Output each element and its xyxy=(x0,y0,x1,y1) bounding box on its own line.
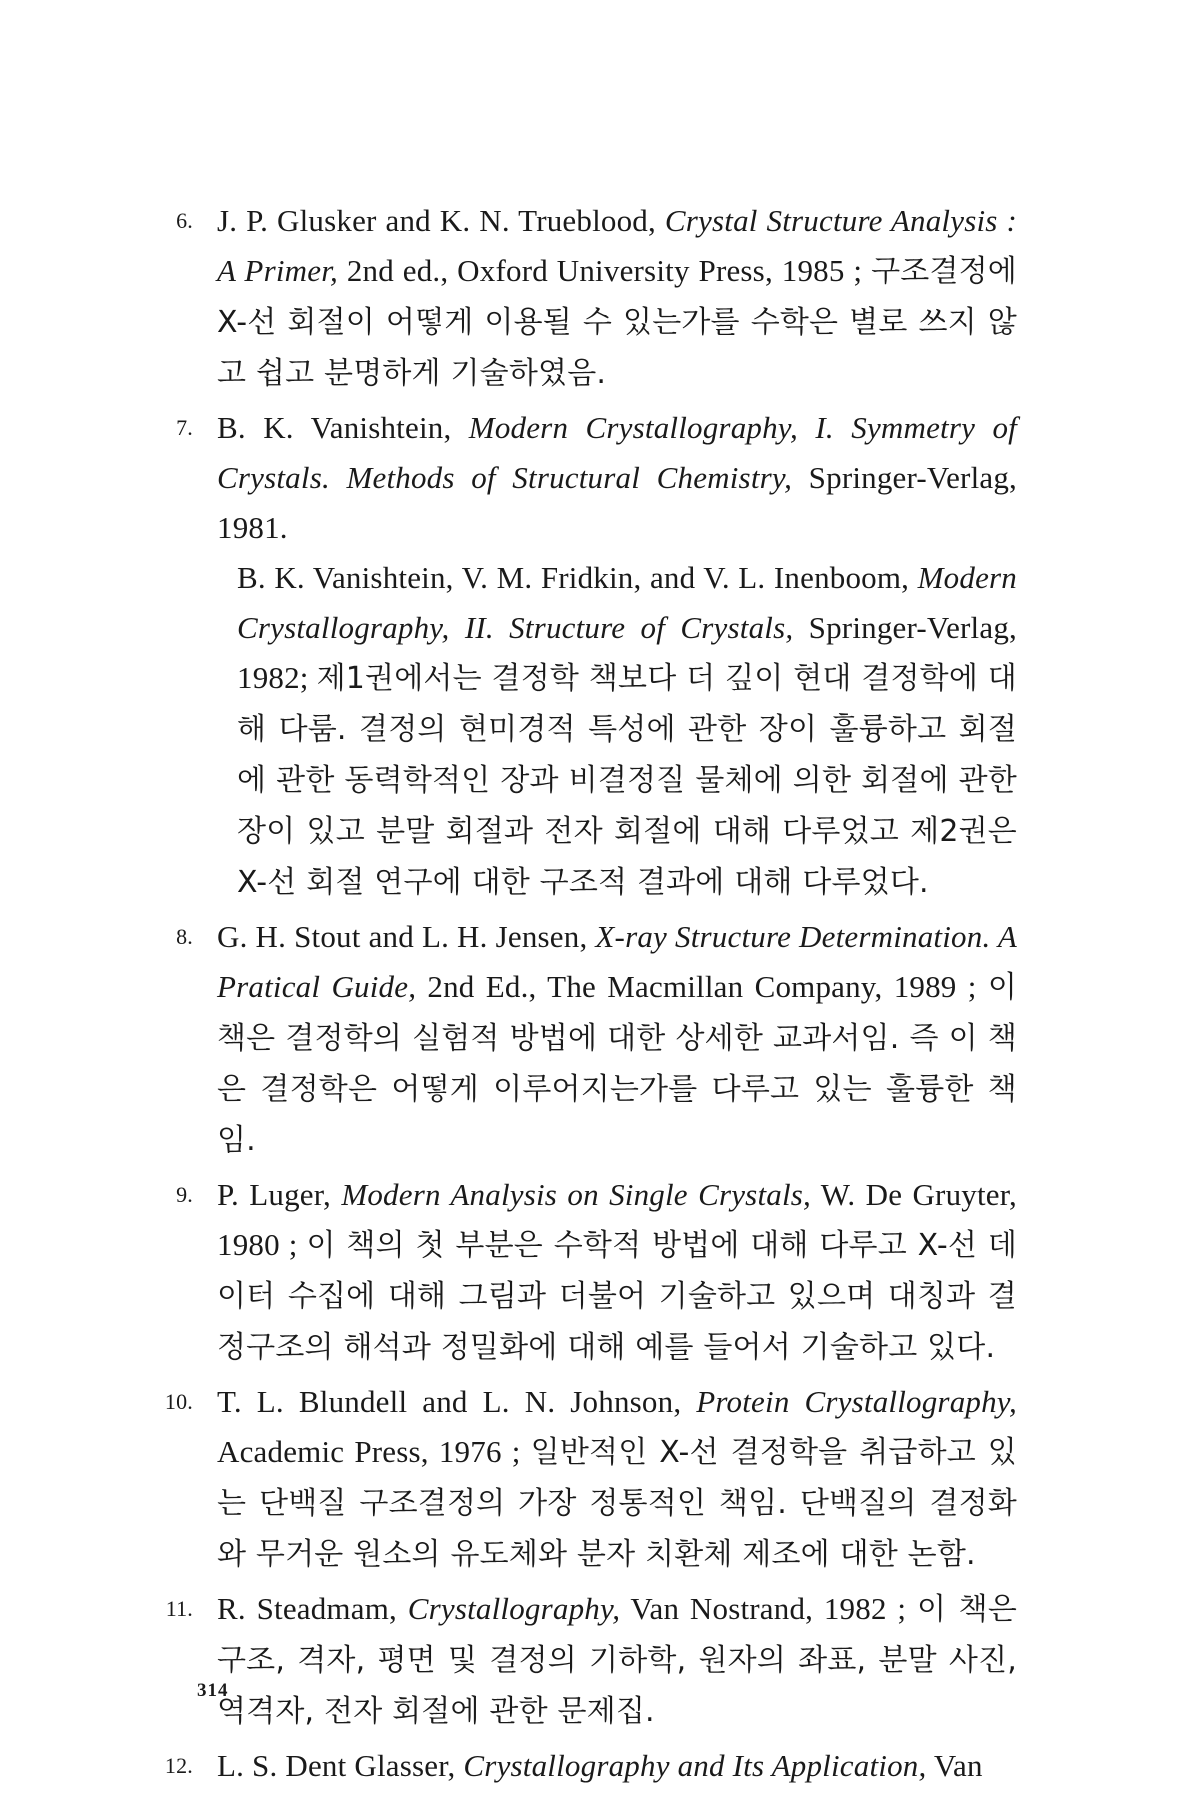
reference-number: 8. xyxy=(176,924,193,949)
reference-publisher: Van xyxy=(926,1748,983,1783)
reference-authors: L. S. Dent Glasser, xyxy=(217,1748,464,1783)
reference-number: 12. xyxy=(164,1753,193,1778)
reference-note: 이 책의 첫 부분은 수학적 방법에 대해 다루고 X-선 데이터 수집에 대해 그림과 더불어 기술하고 있으며 대칭과 결정구조의 해석과 정밀화에 대해 예를 들어서 기술하고 있다. xyxy=(217,1228,1017,1365)
reference-publisher: 2nd ed., Oxford University Press, 1985 ; xyxy=(337,253,872,288)
reference-number: 11. xyxy=(165,1596,193,1621)
reference-publisher: Springer-Verlag, 1981. xyxy=(217,460,1017,545)
reference-number: 7. xyxy=(176,415,193,440)
reference-title-2: Modern Crystallography, II. Structure of Crystals, xyxy=(237,560,1017,645)
reference-publisher: Van Nostrand, 1982 ; xyxy=(620,1591,917,1626)
reference-title: Crystallography and Its Application, xyxy=(463,1748,927,1783)
page-number: 314 xyxy=(197,1680,229,1701)
reference-authors: T. L. Blundell and L. N. Johnson, xyxy=(217,1384,697,1419)
reference-item-7 xyxy=(176,403,1017,908)
reference-publisher-2: Springer-Verlag, 1982; xyxy=(237,610,1017,695)
reference-publisher: 2nd Ed., The Macmillan Company, 1989 ; xyxy=(416,969,988,1004)
reference-number: 9. xyxy=(176,1182,193,1207)
reference-list xyxy=(164,196,1018,1791)
reference-item-10 xyxy=(164,1377,1017,1580)
reference-title: Crystallography, xyxy=(407,1591,621,1626)
reference-authors: B. K. Vanishtein, xyxy=(217,410,469,445)
reference-item-12 xyxy=(164,1741,1017,1791)
reference-authors: P. Luger, xyxy=(217,1177,342,1212)
reference-title: Modern Analysis on Single Crystals, xyxy=(341,1177,811,1212)
reference-authors: G. H. Stout and L. H. Jensen, xyxy=(217,919,596,954)
reference-publisher: W. De Gruyter, 1980 ; xyxy=(217,1177,1017,1262)
reference-title: X-ray Structure Determination. A Pratical Guide, xyxy=(217,919,1017,1004)
reference-title: Protein Crystallography, xyxy=(696,1384,1017,1419)
reference-note: 구조결정에 X-선 회절이 어떻게 이용될 수 있는가를 수학은 별로 쓰지 않고 쉽고 분명하게 기술하였음. xyxy=(217,254,1017,391)
reference-note: 이 책은 구조, 격자, 평면 및 결정의 기하학, 원자의 좌표, 분말 사진, 역격자, 전자 회절에 관한 문제집. xyxy=(217,1592,1018,1729)
reference-item-6 xyxy=(176,196,1017,399)
reference-item-11 xyxy=(165,1584,1018,1737)
reference-item-9 xyxy=(176,1170,1017,1373)
reference-authors-2: B. K. Vanishtein, V. M. Fridkin, and V. L. Inenboom, xyxy=(237,560,918,595)
reference-title: Crystal Structure Analysis : A Primer, xyxy=(217,203,1017,288)
reference-authors: J. P. Glusker and K. N. Trueblood, xyxy=(217,203,665,238)
reference-note: 제1권에서는 결정학 책보다 더 깊이 현대 결정학에 대해 다룸. 결정의 현미경적 특성에 관한 장이 훌륭하고 회절에 관한 동력학적인 장과 비결정질 물체에 의한 회절에 관한 장이 있고 분말 회절과 전자 회절에 대해 다루었고 제2권은 X-선 회절 연구에 대한 구조적 결과에 대해 다루었다. xyxy=(237,661,1017,900)
reference-number: 6. xyxy=(176,208,193,233)
reference-authors: R. Steadmam, xyxy=(217,1591,408,1626)
reference-subitem xyxy=(217,553,1017,908)
reference-number: 10. xyxy=(164,1389,193,1414)
reference-note: 일반적인 X-선 결정학을 취급하고 있는 단백질 구조결정의 가장 정통적인 책임. 단백질의 결정화와 무거운 원소의 유도체와 분자 치환체 제조에 대한 논함. xyxy=(217,1435,1017,1572)
reference-item-8 xyxy=(176,912,1017,1166)
reference-note: 이 책은 결정학의 실험적 방법에 대한 상세한 교과서임. 즉 이 책은 결정학은 어떻게 이루어지는가를 다루고 있는 훌륭한 책임. xyxy=(217,970,1017,1158)
reference-publisher: Academic Press, 1976 ; xyxy=(217,1434,531,1469)
reference-title: Modern Crystallography, I. Symmetry of Crystals. Methods of Structural Chemistry, xyxy=(217,410,1017,495)
